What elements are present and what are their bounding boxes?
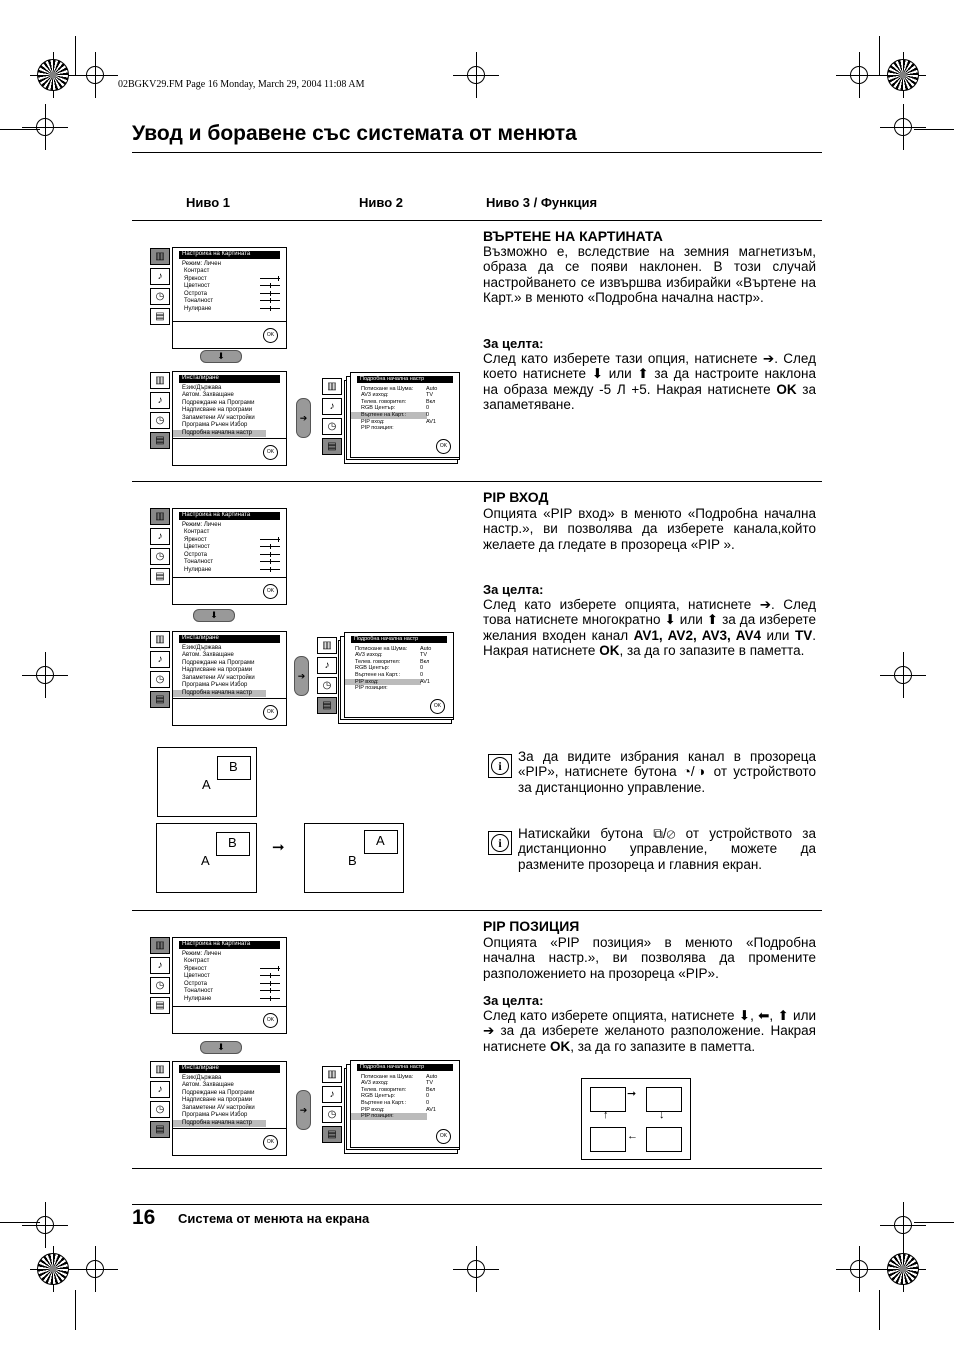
footer-rule bbox=[132, 1204, 822, 1205]
registration-mark-right bbox=[880, 652, 926, 698]
ok-icon: OK bbox=[430, 699, 445, 714]
column-level3: Ниво 3 / Функция bbox=[486, 195, 598, 210]
menu-row: PIP вход: AV1 bbox=[361, 418, 436, 425]
section3-steps: След като изберете опцията, натиснете ⬇, ⬅, ⬆ или ➔ за да изберете желаното разположение. Накрая натиснете OK, за да го запазите в паметта. bbox=[483, 1008, 816, 1054]
registration-mark-bl2 bbox=[72, 1246, 118, 1292]
registration-mark-bl bbox=[22, 1202, 68, 1248]
setup-icon: ▤ bbox=[322, 438, 342, 455]
menu-row: Острота bbox=[184, 551, 207, 558]
position-bottom-right bbox=[646, 1127, 682, 1152]
ok-icon: OK bbox=[263, 584, 278, 599]
arrow-down-icon: ↓ bbox=[659, 1109, 665, 1121]
setup-icon: ▤ bbox=[150, 308, 170, 325]
menu-row: Език/Държава bbox=[182, 644, 222, 651]
footer-text: Система от менюта на екрана bbox=[178, 1211, 370, 1226]
install-menu bbox=[172, 371, 287, 466]
menu-row: Надписване на програми bbox=[182, 667, 253, 673]
arrow-up-icon: ↑ bbox=[603, 1109, 609, 1121]
menu-icons bbox=[150, 937, 170, 1017]
column-level2: Ниво 2 bbox=[359, 195, 403, 210]
right-arrow-icon: ➔ bbox=[296, 1090, 311, 1130]
menu-row: Подробна начална настр bbox=[173, 690, 266, 698]
setup-icon: ▤ bbox=[317, 697, 337, 714]
slider bbox=[260, 300, 280, 301]
menu-row: Острота bbox=[184, 980, 207, 987]
info-icon: i bbox=[488, 831, 512, 855]
trim-line bbox=[879, 1290, 880, 1330]
section-rule bbox=[132, 1168, 822, 1169]
menu-title: Настройка на Картината bbox=[179, 512, 280, 520]
menu-row: Подреждане на Програми bbox=[182, 399, 255, 406]
menu-row: Цветност bbox=[184, 544, 210, 550]
section2-title: PIP ВХОД bbox=[483, 489, 549, 505]
trim-line bbox=[75, 1290, 76, 1330]
menu-row: Нулиране bbox=[184, 566, 212, 573]
install-menu bbox=[172, 1061, 287, 1156]
picture-menu bbox=[172, 247, 287, 349]
registration-mark-br1 bbox=[880, 1246, 926, 1292]
menu-row: Подреждане на Програми bbox=[182, 1089, 255, 1096]
menu-row: PIP позиция: bbox=[351, 1113, 427, 1120]
down-arrow-icon: ⬇ bbox=[193, 609, 235, 622]
menu-row: Автом. Захващане bbox=[182, 1082, 234, 1088]
right-arrow-icon: ➔ bbox=[294, 656, 309, 696]
pip-note: За да видите избрания канал в прозореца «PIP», натиснете бутона ◔/◑ от устройството за дистанционно управление. bbox=[518, 749, 816, 795]
section3-intro: Опцията «PIP позиция» в менюто «Подробна начална настр.», ви позволява да промените разположението на прозореца «PIP». bbox=[483, 935, 816, 981]
menu-row: Режим: Личен bbox=[182, 521, 221, 528]
menu-footer bbox=[173, 698, 286, 725]
slider bbox=[260, 975, 280, 976]
timer-icon: ◷ bbox=[150, 977, 170, 994]
menu-row: Режим: Личен bbox=[182, 260, 221, 267]
menu-row: Автом. Захващане bbox=[182, 652, 234, 658]
slider bbox=[260, 308, 280, 309]
slider bbox=[260, 569, 280, 570]
screen-diagram-main bbox=[157, 747, 257, 817]
menu-row: AV3 изход: TV bbox=[361, 392, 434, 399]
menu-icons bbox=[317, 637, 337, 717]
pip-window bbox=[216, 832, 250, 856]
page-number: 16 bbox=[132, 1206, 156, 1229]
main-label: A bbox=[202, 777, 211, 792]
slider bbox=[260, 554, 280, 555]
menu-row: Острота bbox=[184, 290, 207, 297]
setup-icon: ▤ bbox=[150, 568, 170, 585]
pip-position-diagram bbox=[581, 1078, 691, 1160]
slider bbox=[260, 561, 280, 562]
sound-icon: ♪ bbox=[150, 528, 170, 545]
sound-icon: ♪ bbox=[150, 268, 170, 285]
section1-intro: Възможно е, вследствие на земния магнетизъм, образа да се появи наклонен. В този случай настройването се извършва избирайки «Въртене на Карт.» в менюто «Подробна начална настр». bbox=[483, 244, 816, 305]
section-rule bbox=[132, 910, 822, 911]
section1-steps: След като изберете тази опция, натиснете ➔. След което натиснете ⬇ или ⬆ за да настроите наклона на образа между -5 Л +5. Накрая натиснете OK за запаметяване. bbox=[483, 351, 816, 412]
timer-icon: ◷ bbox=[150, 548, 170, 565]
timer-icon: ◷ bbox=[150, 1101, 170, 1118]
trim-line bbox=[914, 1222, 954, 1223]
menu-title: Настройка на Картината bbox=[179, 251, 280, 259]
section2-steps: След като изберете опцията, натиснете ➔. След това натиснете многократно ⬇ или ⬆ за да изберете желания входен канал AV1, AV2, AV3, AV4 или TV. Накрая натиснете OK, за да го запазите в паметта. bbox=[483, 597, 816, 658]
install-menu bbox=[172, 631, 287, 726]
menu-icons bbox=[150, 1061, 170, 1141]
menu-row: Програма Ръчен Избор bbox=[182, 422, 248, 428]
ok-icon: OK bbox=[436, 1129, 451, 1144]
section3-subtitle: За целта: bbox=[483, 993, 544, 1008]
position-bottom-left bbox=[590, 1127, 626, 1152]
menu-footer bbox=[173, 1128, 286, 1155]
picture-icon: ▥ bbox=[317, 637, 337, 654]
timer-icon: ◷ bbox=[322, 418, 342, 435]
arrow-left-icon: ← bbox=[627, 1130, 638, 1142]
section2-subtitle: За целта: bbox=[483, 582, 544, 597]
sound-icon: ♪ bbox=[317, 657, 337, 674]
slider bbox=[260, 539, 280, 540]
menu-row: Запаметени AV настройки bbox=[182, 674, 255, 681]
info-icon: i bbox=[488, 754, 512, 778]
menu-row: Яркност bbox=[184, 275, 207, 282]
trim-line bbox=[879, 36, 880, 76]
timer-icon: ◷ bbox=[317, 677, 337, 694]
menu-row: PIP позиция: bbox=[355, 685, 388, 692]
pip-window bbox=[217, 756, 251, 780]
header-rule bbox=[132, 220, 822, 221]
sound-icon: ♪ bbox=[322, 398, 342, 415]
slider bbox=[260, 546, 280, 547]
setup-icon: ▤ bbox=[150, 432, 170, 449]
down-arrow-icon: ⬇ bbox=[200, 1041, 242, 1054]
ok-icon: OK bbox=[263, 1013, 278, 1028]
menu-row: Телев. говорител: Вкл bbox=[361, 1086, 436, 1093]
sound-icon: ♪ bbox=[150, 651, 170, 668]
page-title: Увод и боравене със системата от менюта bbox=[132, 122, 577, 145]
menu-row: Контраст bbox=[184, 958, 210, 964]
menu-row: Надписване на програми bbox=[182, 1097, 253, 1103]
menu-row: Цветност bbox=[184, 283, 210, 289]
menu-row: Надписване на програми bbox=[182, 407, 253, 413]
menu-row: RGB Център: 0 bbox=[361, 405, 430, 412]
registration-mark-tc bbox=[453, 52, 499, 98]
menu-icons bbox=[322, 1066, 342, 1146]
menu-row: Въртене на Карт.: 0 bbox=[351, 412, 427, 419]
picture-icon: ▥ bbox=[150, 508, 170, 525]
timer-icon: ◷ bbox=[150, 671, 170, 688]
slider bbox=[260, 293, 280, 294]
setup-icon: ▤ bbox=[150, 1121, 170, 1138]
menu-row: PIP вход: AV1 bbox=[345, 679, 421, 686]
menu-row: Подробна начална настр bbox=[173, 430, 266, 438]
detail-menu bbox=[350, 1060, 460, 1148]
menu-row: Режим: Личен bbox=[182, 950, 221, 957]
slider bbox=[260, 998, 280, 999]
arrow-right-icon: ➞ bbox=[627, 1088, 637, 1100]
menu-row: Език/Държава bbox=[182, 1074, 222, 1081]
menu-row: AV3 изход: TV bbox=[361, 1080, 434, 1087]
title-rule bbox=[132, 152, 822, 153]
screen-diagram-before bbox=[156, 823, 257, 893]
trim-line bbox=[0, 1222, 40, 1223]
picture-menu bbox=[172, 937, 287, 1034]
menu-row: Яркност bbox=[184, 536, 207, 543]
pip-label: A bbox=[376, 833, 385, 848]
picture-icon: ▥ bbox=[150, 248, 170, 265]
menu-icons bbox=[150, 248, 170, 328]
menu-row: Запаметени AV настройки bbox=[182, 414, 255, 421]
menu-icons bbox=[150, 372, 170, 452]
sound-icon: ♪ bbox=[150, 957, 170, 974]
menu-row: Потискане на Шума: Auto bbox=[361, 1073, 438, 1080]
menu-row: Автом. Захващане bbox=[182, 392, 234, 398]
menu-row: Тоналност bbox=[184, 559, 214, 565]
sound-icon: ♪ bbox=[150, 392, 170, 409]
picture-menu bbox=[172, 508, 287, 605]
section1-title: ВЪРТЕНЕ НА КАРТИНАТА bbox=[483, 228, 663, 244]
trim-line bbox=[914, 129, 954, 130]
ok-icon: OK bbox=[263, 328, 278, 343]
menu-title: Инсталиране bbox=[179, 1065, 280, 1073]
menu-row: Подреждане на Програми bbox=[182, 659, 255, 666]
registration-mark-tl bbox=[30, 52, 76, 98]
screen-diagram-after bbox=[304, 823, 404, 893]
menu-row: Програма Ръчен Избор bbox=[182, 682, 248, 688]
ok-icon: OK bbox=[263, 705, 278, 720]
registration-mark-bl1 bbox=[30, 1246, 76, 1292]
right-arrow-icon: ➔ bbox=[296, 398, 311, 438]
menu-title: Инсталиране bbox=[179, 375, 280, 383]
sound-icon: ♪ bbox=[322, 1086, 342, 1103]
menu-title: Настройка на Картината bbox=[179, 941, 280, 949]
slider bbox=[260, 983, 280, 984]
menu-row: AV3 изход: TV bbox=[355, 652, 428, 659]
timer-icon: ◷ bbox=[150, 288, 170, 305]
registration-mark-br bbox=[880, 1202, 926, 1248]
registration-mark-tr bbox=[880, 52, 926, 98]
slider bbox=[260, 278, 280, 279]
menu-row: Нулиране bbox=[184, 305, 212, 312]
swap-arrow-icon: ➞ bbox=[272, 839, 285, 856]
menu-icons bbox=[150, 508, 170, 588]
menu-row: PIP позиция: bbox=[361, 425, 394, 432]
menu-row: Нулиране bbox=[184, 995, 212, 1002]
timer-icon: ◷ bbox=[150, 412, 170, 429]
sound-icon: ♪ bbox=[150, 1081, 170, 1098]
picture-icon: ▥ bbox=[150, 1061, 170, 1078]
menu-row: Цветност bbox=[184, 973, 210, 979]
slider bbox=[260, 990, 280, 991]
menu-row: Въртене на Карт.: 0 bbox=[361, 1099, 430, 1106]
setup-icon: ▤ bbox=[150, 691, 170, 708]
menu-icons bbox=[322, 378, 342, 458]
menu-row: RGB Център: 0 bbox=[355, 665, 424, 672]
trim-line bbox=[0, 129, 40, 130]
menu-icons bbox=[150, 631, 170, 711]
picture-icon: ▥ bbox=[322, 1066, 342, 1083]
menu-row: RGB Център: 0 bbox=[361, 1093, 430, 1100]
menu-footer bbox=[173, 1006, 286, 1033]
menu-footer bbox=[173, 438, 286, 465]
section3-title: PIP ПОЗИЦИЯ bbox=[483, 918, 580, 934]
picture-icon: ▥ bbox=[150, 631, 170, 648]
menu-row: Език/Държава bbox=[182, 384, 222, 391]
menu-row: Запаметени AV настройки bbox=[182, 1104, 255, 1111]
slider bbox=[260, 285, 280, 286]
pip-label: B bbox=[228, 835, 237, 850]
picture-icon: ▥ bbox=[150, 372, 170, 389]
pip-window bbox=[364, 830, 398, 854]
pip-label: B bbox=[229, 759, 238, 774]
menu-row: PIP вход: AV1 bbox=[361, 1106, 436, 1113]
picture-icon: ▥ bbox=[150, 937, 170, 954]
detail-menu bbox=[344, 632, 454, 718]
registration-mark-left bbox=[22, 652, 68, 698]
down-arrow-icon: ⬇ bbox=[200, 350, 242, 363]
section2-intro: Опцията «PIP вход» в менюто «Подробна начална настр.», ви позволява да изберете канала,който желаете да гледате в прозореца «PIP ». bbox=[483, 506, 816, 552]
menu-title: Инсталиране bbox=[179, 635, 280, 643]
detail-menu bbox=[350, 372, 460, 458]
menu-row: Контраст bbox=[184, 529, 210, 535]
timer-icon: ◷ bbox=[322, 1106, 342, 1123]
menu-row: Въртене на Карт.: 0 bbox=[355, 671, 424, 678]
menu-row: Контраст bbox=[184, 268, 210, 274]
menu-row: Телев. говорител: Вкл bbox=[361, 398, 436, 405]
registration-mark-tr2 bbox=[836, 52, 882, 98]
setup-icon: ▤ bbox=[150, 997, 170, 1014]
menu-row: Потискане на Шума: Auto bbox=[355, 645, 432, 652]
menu-row: Програма Ръчен Избор bbox=[182, 1112, 248, 1118]
menu-title: Подробна начална настр bbox=[357, 1064, 453, 1071]
swap-note: Натискайки бутона ⧉/⊘ от устройството за дистанционно управление, можете да размените прозореца и главния екран. bbox=[518, 826, 816, 872]
registration-mark-br2 bbox=[836, 1246, 882, 1292]
menu-row: Яркност bbox=[184, 965, 207, 972]
picture-icon: ▥ bbox=[322, 378, 342, 395]
main-label: A bbox=[201, 853, 210, 868]
menu-footer bbox=[173, 321, 286, 348]
registration-mark-mr bbox=[880, 104, 926, 150]
ok-icon: OK bbox=[263, 445, 278, 460]
section1-subtitle: За целта: bbox=[483, 336, 544, 351]
registration-mark-bc bbox=[453, 1246, 499, 1292]
file-header-note: 02BGKV29.FM Page 16 Monday, March 29, 2004 11:08 AM bbox=[118, 79, 365, 90]
slider bbox=[260, 968, 280, 969]
main-label: B bbox=[348, 853, 357, 868]
menu-row: Тоналност bbox=[184, 298, 214, 304]
menu-title: Подробна начална настр bbox=[351, 636, 447, 643]
menu-row: Подробна начална настр bbox=[173, 1120, 266, 1128]
menu-row: Потискане на Шума: Auto bbox=[361, 385, 438, 392]
column-level1: Ниво 1 bbox=[186, 195, 230, 210]
setup-icon: ▤ bbox=[322, 1126, 342, 1143]
registration-mark-tl2 bbox=[72, 52, 118, 98]
menu-row: Телев. говорител: Вкл bbox=[355, 658, 430, 665]
menu-footer bbox=[173, 577, 286, 604]
trim-line bbox=[75, 36, 76, 76]
ok-icon: OK bbox=[263, 1135, 278, 1150]
menu-title: Подробна начална настр bbox=[357, 376, 453, 383]
menu-row: Тоналност bbox=[184, 988, 214, 994]
ok-icon: OK bbox=[436, 439, 451, 454]
registration-mark-ml bbox=[22, 104, 68, 150]
section-rule bbox=[132, 481, 822, 482]
